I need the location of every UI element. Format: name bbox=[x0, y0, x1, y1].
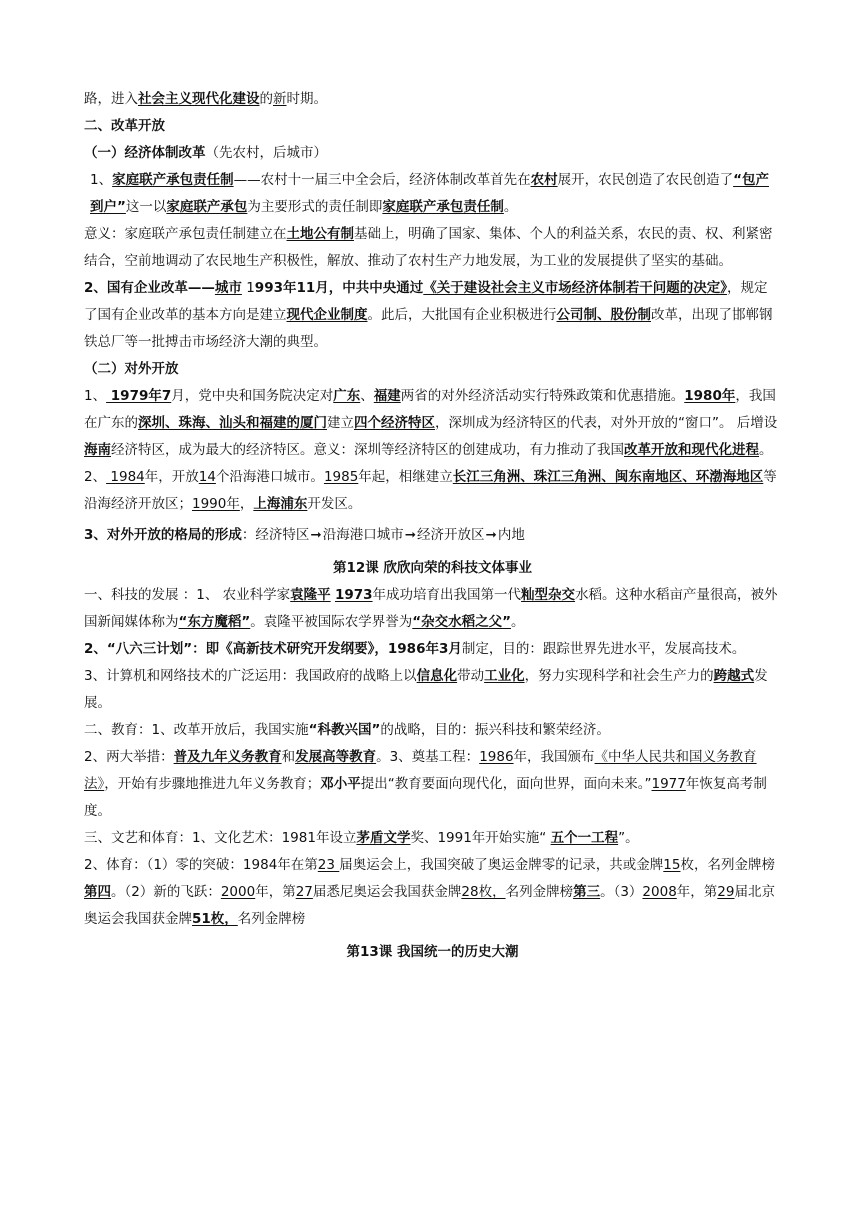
text: 名列金牌榜 bbox=[237, 911, 306, 927]
text: 路，进入 bbox=[84, 91, 138, 107]
text: 年，第 bbox=[676, 884, 718, 900]
text: 社会主义现代化建设 bbox=[138, 91, 260, 107]
paragraph bbox=[84, 663, 781, 717]
text: 和 bbox=[281, 749, 296, 765]
text: 1990年 bbox=[192, 496, 240, 512]
text: “杂交水稻之父” bbox=[412, 614, 511, 630]
text: 制定，目的：跟踪世界先进水平，发展高技术。 bbox=[461, 641, 746, 657]
text: 两省的对外经济活动实行特殊政策和优惠措施。 bbox=[400, 388, 685, 404]
text: 2、 bbox=[84, 469, 107, 485]
text: 跨越式 bbox=[713, 668, 755, 684]
text: 29 bbox=[717, 884, 735, 900]
text: 1985 bbox=[323, 469, 359, 485]
text: 信息化 bbox=[416, 668, 458, 684]
text: 发展高等教育 bbox=[295, 749, 377, 765]
text: 《中华人民共和国义务教育法》 bbox=[84, 749, 757, 792]
text: 第三 bbox=[573, 884, 601, 900]
text: 籼型杂交 bbox=[521, 587, 576, 603]
text: 二、教育：1、改革开放后，我国实施 bbox=[84, 722, 309, 738]
document-page bbox=[84, 86, 781, 966]
text: 1980年 bbox=[684, 388, 736, 404]
text: 年成功培育出我国第一代 bbox=[372, 587, 522, 603]
paragraph-intro bbox=[84, 86, 781, 113]
text: （一）经济体制改革 bbox=[84, 145, 206, 161]
text: 工业化 bbox=[484, 668, 525, 684]
text: 9 bbox=[254, 280, 265, 296]
text: 2、“八六三计划”：即《高新技术研究开发纲要》，1986年3月 bbox=[84, 641, 462, 657]
text: ，努力实现科学和社会生产力的 bbox=[524, 668, 714, 684]
text: 。3、奠基工程： bbox=[376, 749, 480, 765]
text: 公司制、股份制 bbox=[556, 307, 651, 323]
text: 名列金牌榜 bbox=[505, 884, 574, 900]
paragraph bbox=[84, 464, 781, 518]
text: ：经济特区 bbox=[241, 527, 310, 543]
text: 袁隆平 bbox=[290, 587, 331, 603]
text: 奖、1991年开始实施“ bbox=[410, 830, 551, 846]
text: 长江三角洲、珠江三角洲、闽东南地区、环渤海地区 bbox=[452, 469, 764, 485]
text: 15 bbox=[663, 857, 681, 873]
text: 城市 bbox=[214, 280, 242, 296]
paragraph bbox=[84, 582, 781, 636]
text: 2008 bbox=[642, 884, 677, 900]
text: 意义：家庭联产承包责任制建立在 bbox=[84, 226, 287, 242]
lesson-title bbox=[84, 939, 781, 966]
text: 《关于建设社会主义市场经济体制若干问题的决定》 bbox=[423, 280, 728, 296]
text: 1986 bbox=[479, 749, 514, 765]
text: 1、 bbox=[90, 172, 113, 188]
text: 上海浦东 bbox=[253, 496, 308, 512]
subsection-heading bbox=[84, 140, 781, 167]
paragraph bbox=[84, 522, 781, 549]
text: 个沿海港口城市。 bbox=[215, 469, 324, 485]
text: “科教兴国” bbox=[308, 722, 381, 738]
text: （二）对外开放 bbox=[84, 361, 179, 377]
text: 海南 bbox=[84, 442, 111, 458]
paragraph bbox=[84, 744, 781, 825]
text: 1973 bbox=[334, 587, 373, 603]
text: 开发区。 bbox=[307, 496, 362, 512]
text: 1984 bbox=[106, 469, 145, 485]
text: 提出“教育要面向现代化，面向世界，面向未来。” bbox=[360, 776, 652, 792]
text: 14 bbox=[198, 469, 216, 485]
text: ——农村十一届三中全会后，经济体制改革首先在 bbox=[233, 172, 531, 188]
text: ”。 bbox=[618, 830, 639, 846]
text: 1 bbox=[241, 280, 255, 296]
text: 、 bbox=[360, 388, 374, 404]
text: 。（3） bbox=[600, 884, 643, 900]
text: 一、科技的发展 ：1、 农业科学家 bbox=[84, 587, 291, 603]
text: 土地公有制 bbox=[286, 226, 354, 242]
text: “东方魔稻” bbox=[178, 614, 251, 630]
text: 为主要形式的责任制即 bbox=[247, 199, 383, 215]
text: 年，第 bbox=[255, 884, 296, 900]
text: ，规定了国有企业改革的基本方向是建立 bbox=[84, 280, 768, 323]
text: 等沿海经济开放区； bbox=[84, 469, 777, 512]
paragraph bbox=[84, 636, 781, 663]
text: 2、国有企业改革—— bbox=[84, 280, 215, 296]
text: 建立 bbox=[327, 415, 354, 431]
text: 五个一工程 bbox=[550, 830, 619, 846]
text: 家庭联产承包 bbox=[166, 199, 248, 215]
arrow-right-icon: ➞ bbox=[404, 527, 417, 543]
paragraph bbox=[84, 852, 781, 933]
text: 水稻。这种水稻亩产量很高，被外国新闻媒体称为 bbox=[84, 587, 778, 630]
text: 农村 bbox=[530, 172, 558, 188]
text: 基础上，明确了国家、集体、个人的利益关系，农民的责、权、利紧密结合，空前地调动了农民地生产积极性，解放、推动了农村生产力地发展，为工业的发展提供了坚实的基础。 bbox=[84, 226, 773, 269]
text: 3、对外开放的格局的形成 bbox=[84, 527, 242, 543]
text: ，开始有步骤地推进九年义务教育； bbox=[104, 776, 321, 792]
paragraph bbox=[84, 717, 781, 744]
text: 的战略，目的：振兴科技和繁荣经济。 bbox=[380, 722, 610, 738]
text: 届奥运会上，我国突破了奥运金牌零的记录，共或金牌 bbox=[339, 857, 664, 873]
text: 。 bbox=[503, 199, 518, 215]
subsection-heading bbox=[84, 356, 781, 383]
text: 二、改革开放 bbox=[84, 118, 165, 134]
text: 2、两大举措： bbox=[84, 749, 174, 765]
text: 深圳、珠海、汕头和福建的厦门 bbox=[138, 415, 327, 431]
paragraph bbox=[84, 167, 781, 221]
arrow-right-icon: ➞ bbox=[485, 527, 497, 543]
text: ，我国在广东的 bbox=[84, 388, 776, 431]
text: 月，党中央和国务院决定对 bbox=[171, 388, 334, 404]
text: 普及九年义务教育 bbox=[173, 749, 282, 765]
text: 家庭联产承包责任制 bbox=[112, 172, 234, 188]
text: 。（2）新的飞跃： bbox=[111, 884, 221, 900]
text: 年，我国颁布 bbox=[513, 749, 595, 765]
arrow-right-icon: ➞ bbox=[310, 527, 322, 543]
lesson-title bbox=[84, 555, 781, 582]
paragraph bbox=[84, 221, 781, 275]
text: 93年11月，中共中央通过 bbox=[264, 280, 424, 296]
text: 带动 bbox=[457, 668, 485, 684]
paragraph bbox=[84, 383, 781, 464]
text: 年恢复高考制度。 bbox=[84, 776, 767, 819]
text: 。此后，大批国有企业积极进行 bbox=[367, 307, 557, 323]
text: 23 bbox=[317, 857, 340, 873]
text: （先农村，后城市） bbox=[205, 145, 327, 161]
text: 广东 bbox=[333, 388, 361, 404]
section-heading bbox=[84, 113, 781, 140]
text: 经济特区，成为最大的经济特区。意义：深圳等经济特区的创建成功，有力推动了我国 bbox=[111, 442, 624, 458]
text: 。袁隆平被国际农学界誉为 bbox=[250, 614, 413, 630]
text: 3、计算机和网络技术的广泛运用：我国政府的战略上以 bbox=[84, 668, 417, 684]
text: 时期。 bbox=[286, 91, 327, 107]
text: 新 bbox=[273, 91, 287, 107]
text: 这一以 bbox=[125, 199, 167, 215]
text: 27 bbox=[295, 884, 313, 900]
text: 第13课 我国统一的历史大潮 bbox=[346, 944, 519, 960]
text: ， bbox=[239, 496, 254, 512]
text: 经济开放区 bbox=[417, 527, 485, 543]
text: 的 bbox=[259, 91, 273, 107]
text: 51枚， bbox=[192, 911, 238, 927]
text: “包产到户” bbox=[90, 172, 769, 215]
text: 福建 bbox=[373, 388, 401, 404]
text: 枚，名列金牌榜 bbox=[680, 857, 775, 873]
text: 沿海港口城市 bbox=[322, 527, 404, 543]
text: 改革，出现了邯郸钢铁总厂等一批搏击市场经济大潮的典型。 bbox=[84, 307, 773, 350]
text: 届北京奥运会我国获金牌 bbox=[84, 884, 775, 927]
text: 1977 bbox=[651, 776, 686, 792]
text: 2、体育：（1）零的突破：1984年在第 bbox=[84, 857, 318, 873]
text: 茅盾文学 bbox=[356, 830, 411, 846]
paragraph bbox=[84, 825, 781, 852]
text: 28枚， bbox=[461, 884, 506, 900]
paragraph bbox=[84, 275, 781, 356]
text: 四个经济特区 bbox=[354, 415, 435, 431]
text: 第四 bbox=[84, 884, 111, 900]
text: 内地 bbox=[497, 527, 525, 543]
text: 改革开放和现代化进程 bbox=[624, 442, 759, 458]
text: ，深圳成为经济特区的代表，对外开放的“窗口”。 后增设 bbox=[435, 415, 778, 431]
text: 年起，相继建立 bbox=[358, 469, 453, 485]
text: 现代企业制度 bbox=[286, 307, 368, 323]
text: 家庭联产承包责任制 bbox=[382, 199, 504, 215]
text: 年，开放 bbox=[144, 469, 199, 485]
text: 第12课 欣欣向荣的科技文体事业 bbox=[333, 560, 532, 576]
text: 2000 bbox=[220, 884, 256, 900]
text: 。 bbox=[511, 614, 525, 630]
text: 发展。 bbox=[84, 668, 768, 711]
text: 邓小平 bbox=[320, 776, 361, 792]
text: 。 bbox=[759, 442, 773, 458]
text: 1979年7 bbox=[106, 388, 172, 404]
text: 三、文艺和体育：1、文化艺术：1981年设立 bbox=[84, 830, 357, 846]
text: 1、 bbox=[84, 388, 107, 404]
text: 届悉尼奥运会我国获金牌 bbox=[312, 884, 462, 900]
text: 展开，农民创造了农民创造了 bbox=[557, 172, 734, 188]
